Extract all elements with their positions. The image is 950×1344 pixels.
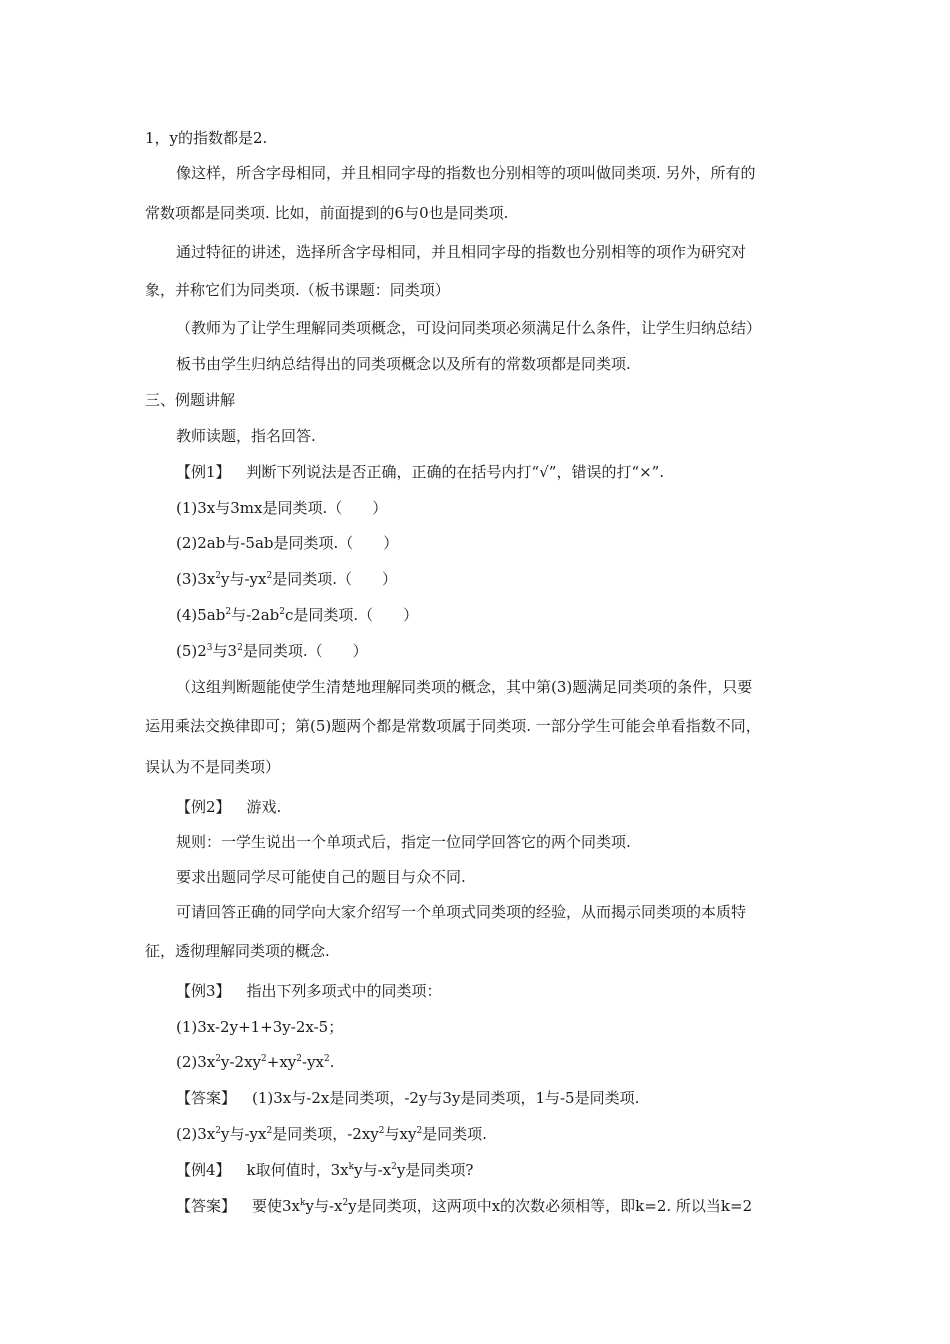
answer-line <box>176 1124 487 1144</box>
text-segment: 与3 <box>212 642 238 660</box>
question-item: (1)3x与3mx是同类项.（ ） <box>176 499 388 517</box>
paragraph-line: 要求出题同学尽可能使自己的题目与众不同. <box>176 868 466 886</box>
text-segment: 与xy <box>384 1125 417 1143</box>
superscript: 2 <box>215 1054 221 1064</box>
text-segment: -yx <box>302 1053 325 1071</box>
superscript: 3 <box>206 643 213 653</box>
example-4 <box>176 1160 473 1180</box>
superscript: 2 <box>416 1126 423 1136</box>
question-item: (2)2ab与-5ab是同类项.（ ） <box>176 534 399 552</box>
text-segment: 要使3x <box>252 1197 301 1215</box>
text-segment: 是同类项.（ ） <box>242 642 368 660</box>
example-tag: 【例1】 <box>176 463 231 481</box>
answer-4 <box>176 1196 752 1216</box>
paragraph-line: 象，并称它们为同类项.（板书课题：同类项） <box>145 281 450 299</box>
text-segment: y与-yx <box>221 1125 267 1143</box>
paragraph-line: （教师为了让学生理解同类项概念，可设问同类项必须满足什么条件，让学生归纳总结） <box>176 319 762 337</box>
text-segment: (4)5ab <box>176 606 226 624</box>
example-tag: 【例4】 <box>176 1161 231 1179</box>
paragraph-line: 通过特征的讲述，选择所含字母相同，并且相同字母的指数也分别相等的项作为研究对 <box>176 243 747 261</box>
text-segment: 是同类项.（ ） <box>272 570 397 588</box>
question-item <box>176 569 397 589</box>
text-segment: k取何值时，3x <box>246 1161 349 1179</box>
superscript: 2 <box>342 1198 349 1208</box>
text-segment: y是同类项，这两项中x的次数必须相等，即k=2. 所以当k=2 <box>348 1197 753 1215</box>
superscript: 2 <box>215 571 221 581</box>
superscript: 2 <box>261 1054 267 1064</box>
example-text: 指出下列多项式中的同类项： <box>246 982 442 1000</box>
question-item <box>176 605 418 625</box>
answer-tag: 【答案】 <box>176 1089 237 1107</box>
example-tag: 【例2】 <box>176 798 231 816</box>
example-3 <box>176 981 442 1001</box>
paragraph-line: 可请回答正确的同学向大家介绍写一个单项式同类项的经验，从而揭示同类项的本质特 <box>176 903 747 921</box>
question-item: (1)3x-2y+1+3y-2x-5； <box>176 1018 344 1036</box>
text-segment: (5)2 <box>176 642 207 660</box>
superscript: 2 <box>237 643 243 653</box>
paragraph-line: 规则：一学生说出一个单项式后，指定一位同学回答它的两个同类项. <box>176 833 631 851</box>
paragraph-line: 教师读题，指名回答. <box>176 427 316 445</box>
superscript: k <box>300 1198 306 1208</box>
text-segment: y与-x <box>354 1161 392 1179</box>
superscript: 2 <box>296 1054 303 1064</box>
example-1 <box>176 462 664 482</box>
superscript: 2 <box>225 607 232 617</box>
text-segment: . <box>329 1053 335 1071</box>
text-segment: y-2xy <box>221 1053 262 1071</box>
question-item <box>176 641 368 661</box>
superscript: 2 <box>324 1054 330 1064</box>
superscript: 2 <box>279 607 285 617</box>
paragraph-line: 常数项都是同类项. 比如，前面提到的6与0也是同类项. <box>145 204 509 222</box>
example-tag: 【例3】 <box>176 982 231 1000</box>
superscript: 2 <box>378 1126 385 1136</box>
text-segment: y与-x <box>305 1197 343 1215</box>
paragraph-line: 像这样，所含字母相同，并且相同字母的指数也分别相等的项叫做同类项. 另外，所有的 <box>176 164 756 182</box>
text-line: 1，y的指数都是2. <box>145 129 268 147</box>
example-text: 游戏. <box>246 798 282 816</box>
question-item <box>176 1052 335 1072</box>
superscript: k <box>348 1162 355 1172</box>
text-segment: (2)3x <box>176 1125 216 1143</box>
text-segment: (2)3x <box>176 1053 216 1071</box>
paragraph-line: 误认为不是同类项） <box>145 758 281 776</box>
answer-tag: 【答案】 <box>176 1197 237 1215</box>
paragraph-line: （这组判断题能使学生清楚地理解同类项的概念，其中第(3)题满足同类项的条件，只要 <box>176 678 753 696</box>
example-2 <box>176 797 281 817</box>
superscript: 2 <box>266 1126 273 1136</box>
text-segment: y是同类项? <box>396 1161 474 1179</box>
superscript: 2 <box>215 1126 221 1136</box>
text-segment: 是同类项. <box>422 1125 487 1143</box>
answer-text: (1)3x与-2x是同类项，-2y与3y是同类项，1与-5是同类项. <box>252 1089 640 1107</box>
text-segment: y与-yx <box>221 570 267 588</box>
text-segment: 是同类项，-2xy <box>272 1125 379 1143</box>
text-segment: (3)3x <box>176 570 216 588</box>
superscript: 2 <box>391 1162 397 1172</box>
answer-3 <box>176 1088 639 1108</box>
superscript: 2 <box>266 571 273 581</box>
paragraph-line: 运用乘法交换律即可；第(5)题两个都是常数项属于同类项. 一部分学生可能会单看指数不同， <box>145 717 761 735</box>
section-heading: 三、例题讲解 <box>145 391 236 409</box>
paragraph-line: 征，透彻理解同类项的概念. <box>145 942 330 960</box>
paragraph-line: 板书由学生归纳总结得出的同类项概念以及所有的常数项都是同类项. <box>176 355 631 373</box>
text-segment: 与-2ab <box>231 606 280 624</box>
example-text: 判断下列说法是否正确，正确的在括号内打“√”，错误的打“×”. <box>246 463 665 481</box>
text-segment: c是同类项.（ ） <box>284 606 419 624</box>
text-segment: +xy <box>266 1053 297 1071</box>
